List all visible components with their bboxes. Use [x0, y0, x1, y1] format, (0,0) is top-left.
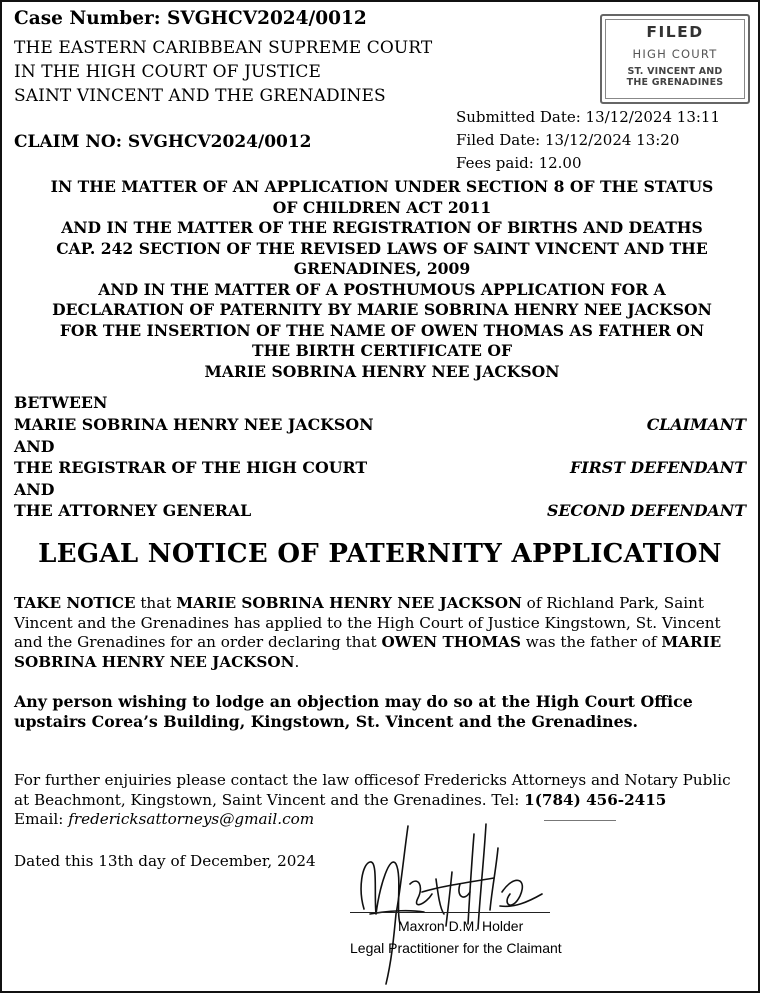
court-name-line-3: SAINT VINCENT AND THE GRENADINES: [14, 86, 386, 106]
and-label-1: AND: [14, 437, 55, 456]
between-label: BETWEEN: [14, 393, 108, 412]
claimant-name: MARIE SOBRINA HENRY NEE JACKSON: [14, 415, 374, 434]
matter-line: OF CHILDREN ACT 2011: [272, 197, 492, 217]
matter-line: CAP. 242 SECTION OF THE REVISED LAWS OF SAINT VINCENT AND THE: [56, 238, 708, 258]
second-defendant-name: THE ATTORNEY GENERAL: [14, 501, 252, 520]
signatory-name: Maxron D.M. Holder: [398, 918, 524, 934]
matter-heading: [12, 177, 752, 382]
take-notice-text: of Richland Park, Saint Vincent and the Grenadines has applied to the High Court of Justice Kingstown, St. Vincent and the Grenadines for an order declaring that: [14, 594, 721, 651]
submitted-date: Submitted Date: 13/12/2024 13:11: [456, 108, 721, 126]
court-name-line-2: IN THE HIGH COURT OF JUSTICE: [14, 62, 322, 82]
notice-title: LEGAL NOTICE OF PATERNITY APPLICATION: [38, 539, 722, 569]
filed-date: Filed Date: 13/12/2024 13:20: [456, 131, 680, 149]
matter-line: THE BIRTH CERTIFICATE OF: [251, 341, 513, 360]
father-name: OWEN THOMAS: [381, 633, 521, 651]
stamp-place-line-1: ST. VINCENT AND: [627, 66, 723, 77]
take-notice-label: TAKE NOTICE: [14, 594, 136, 612]
matter-line: IN THE MATTER OF AN APPLICATION UNDER SECTION 8 OF THE STATUS: [50, 177, 714, 196]
email-address: fredericksattorneys@gmail.com: [68, 810, 315, 828]
fees-paid: Fees paid: 12.00: [456, 154, 582, 172]
stamp-place: [602, 66, 748, 88]
signature-line: [350, 912, 550, 913]
matter-line: AND IN THE MATTER OF THE REGISTRATION OF BIRTHS AND DEATHS: [61, 218, 703, 237]
signatory-title: Legal Practitioner for the Claimant: [350, 940, 562, 956]
stamp-court: HIGH COURT: [632, 47, 718, 61]
take-notice-paragraph: [14, 594, 750, 672]
case-number: Case Number: SVGHCV2024/0012: [14, 8, 367, 29]
stamp-status: FILED: [646, 23, 704, 41]
claim-number: CLAIM NO: SVGHCV2024/0012: [14, 132, 312, 152]
first-defendant-name: THE REGISTRAR OF THE HIGH COURT: [14, 458, 368, 477]
email-label: Email:: [14, 810, 69, 828]
second-defendant-role: SECOND DEFENDANT: [546, 501, 746, 520]
matter-line: MARIE SOBRINA HENRY NEE JACKSON: [204, 361, 560, 381]
applicant-name: MARIE SOBRINA HENRY NEE JACKSON: [176, 594, 522, 612]
matter-line: GRENADINES, 2009: [293, 259, 471, 278]
matter-line: FOR THE INSERTION OF THE NAME OF OWEN THOMAS AS FATHER ON: [59, 320, 705, 340]
applicant-name: MARIE SOBRINA HENRY NEE JACKSON: [14, 633, 722, 671]
claimant-role: CLAIMANT: [646, 415, 746, 434]
enquiries-text: For further enjuiries please contact the law officesof Fredericks Attorneys and Notary Public at Beachmont, Kingstown, Saint Vincent and the Grenadines. Tel:: [14, 771, 731, 809]
take-notice-text: that: [135, 594, 177, 612]
dated-line: Dated this 13th day of December, 2024: [14, 852, 316, 870]
matter-line: DECLARATION OF PATERNITY BY MARIE SOBRINA HENRY NEE JACKSON: [52, 300, 712, 319]
filed-stamp: [600, 14, 750, 104]
and-label-2: AND: [14, 480, 55, 499]
telephone-number: 1(784) 456-2415: [524, 790, 667, 809]
court-name-line-1: THE EASTERN CARIBBEAN SUPREME COURT: [14, 38, 433, 58]
matter-line: AND IN THE MATTER OF A POSTHUMOUS APPLICATION FOR A: [98, 279, 666, 299]
stamp-place-line-2: THE GRENADINES: [626, 77, 724, 88]
take-notice-end: .: [294, 652, 300, 671]
take-notice-text: was the father of: [520, 633, 662, 651]
objection-paragraph: Any person wishing to lodge an objection may do so at the High Court Office upstairs Corea’s Building, Kingstown, St. Vincent and the Grenadines.: [14, 692, 693, 731]
first-defendant-role: FIRST DEFENDANT: [570, 458, 746, 477]
handwritten-signature: [352, 814, 562, 989]
